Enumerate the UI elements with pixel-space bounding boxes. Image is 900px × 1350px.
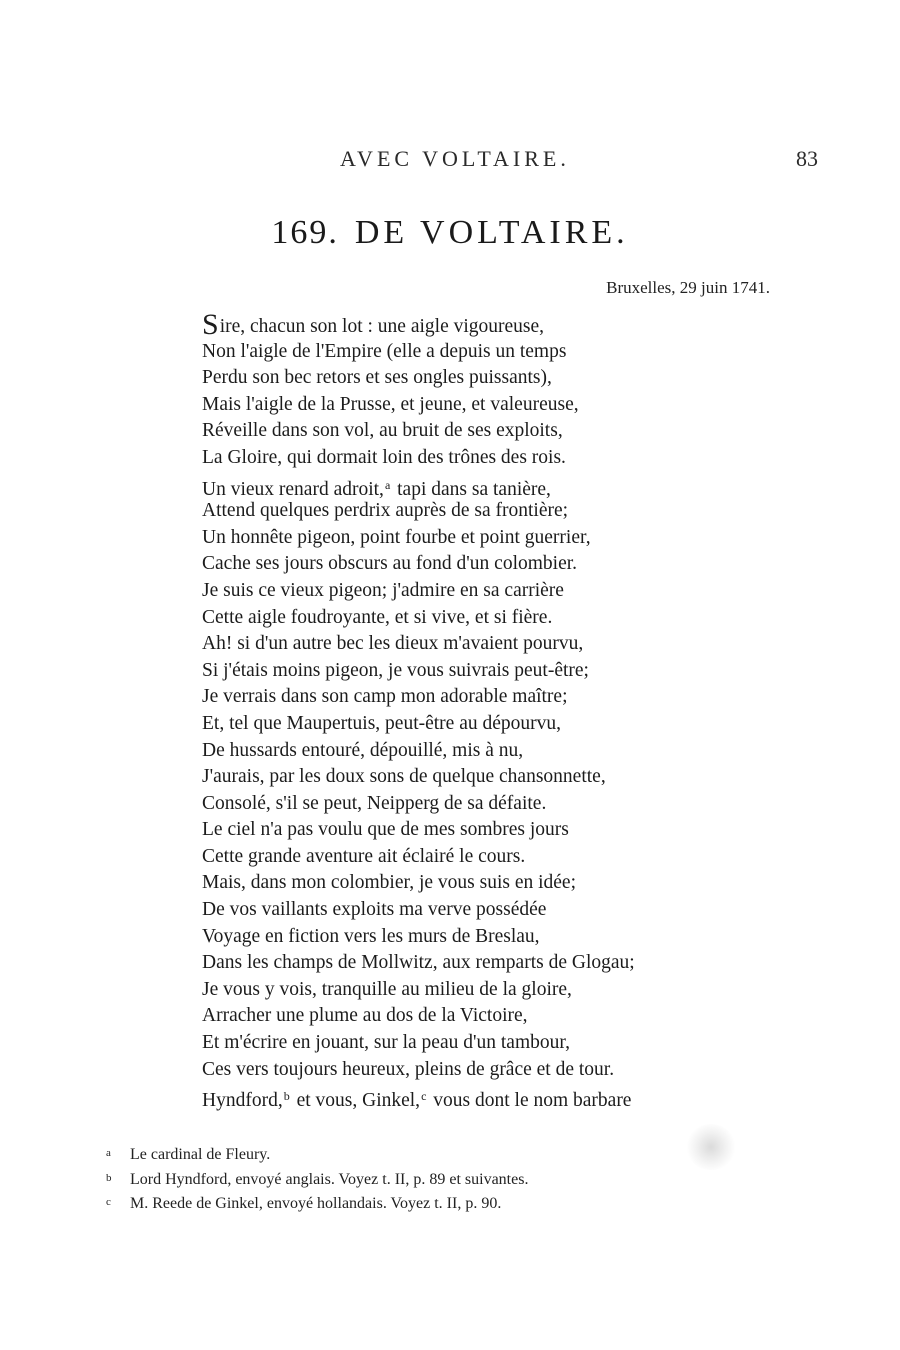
footnote-reference: c (421, 1089, 427, 1104)
verse-line: De vos vaillants exploits ma verve possédée (202, 899, 547, 921)
footnote-text: M. Reede de Ginkel, envoyé hollandais. Voyez t. II, p. 90. (130, 1195, 502, 1212)
verse-text: Un vieux renard adroit, (202, 478, 384, 500)
running-title: AVEC VOLTAIRE. (340, 146, 570, 171)
running-head (0, 142, 900, 176)
footnote-mark: a (106, 1147, 111, 1159)
footnote-reference: a (384, 477, 391, 492)
page-number: 83 (796, 146, 818, 171)
verse-line: Mais l'aigle de la Prusse, et jeune, et valeureuse, (202, 393, 579, 415)
poem (202, 308, 762, 1112)
letter-number: 169. (271, 214, 339, 251)
verse-line: Dans les champs de Mollwitz, aux remparts de Glogau; (202, 952, 635, 974)
verse-line: Attend quelques perdrix auprès de sa frontière; (202, 500, 569, 522)
verse-line: De hussards entouré, dépouillé, mis à nu, (202, 739, 524, 761)
verse-text: vous dont le nom barbare (428, 1090, 632, 1112)
verse-line: Et, tel que Maupertuis, peut-être au dépourvu, (202, 712, 562, 734)
verse-line (202, 1083, 762, 1110)
verse-line: Ah! si d'un autre bec les dieux m'avaient pourvu, (202, 633, 584, 655)
verse-line: La Gloire, qui dormait loin des trônes des rois. (202, 446, 566, 468)
verse-text: ire, chacun son lot : une aigle vigoureuse, (219, 316, 545, 337)
letter-heading (0, 214, 900, 252)
footnote-mark: b (106, 1171, 112, 1184)
verse-line: Et m'écrire en jouant, sur la peau d'un tambour, (202, 1032, 570, 1054)
verse-line: Un honnête pigeon, point fourbe et point guerrier, (202, 526, 591, 548)
footnote-text: Le cardinal de Fleury. (130, 1146, 271, 1163)
verse-line: Non l'aigle de l'Empire (elle a depuis un temps (202, 340, 567, 362)
footnote-text: Lord Hyndford, envoyé anglais. Voyez t. II, p. 89 et suivantes. (130, 1170, 529, 1188)
verse-line: Arracher une plume au dos de la Victoire, (202, 1005, 528, 1027)
footnote (106, 1166, 806, 1191)
verse-line: Cache ses jours obscurs au fond d'un colombier. (202, 553, 578, 575)
verse-line: Voyage en fiction vers les murs de Breslau, (202, 925, 540, 947)
dateline: Bruxelles, 29 juin 1741. (606, 278, 770, 297)
verse-line: Je suis ce vieux pigeon; j'admire en sa carrière (202, 579, 564, 601)
verse-line: Consolé, s'il se peut, Neipperg de sa défaite. (202, 792, 547, 814)
verse-line: Perdu son bec retors et ses ongles puissants), (202, 367, 552, 389)
drop-cap: S (202, 308, 219, 341)
footnote (106, 1190, 806, 1215)
verse-line: Je vous y vois, tranquille au milieu de la gloire, (202, 978, 572, 1000)
verse-line: Ces vers toujours heureux, pleins de grâce et de tour. (202, 1058, 615, 1080)
verse-line: Cette aigle foudroyante, et si vive, et si fière. (202, 606, 553, 628)
footnote-reference: b (283, 1089, 290, 1104)
verse-text: et vous, Ginkel, (291, 1090, 421, 1112)
verse-line (202, 308, 762, 341)
footnote (106, 1141, 806, 1166)
verse-text: Hyndford, (202, 1090, 283, 1112)
verse-line (202, 472, 762, 499)
verse-line: Si j'étais moins pigeon, je vous suivrais peut-être; (202, 659, 589, 681)
verse-line: Réveille dans son vol, au bruit de ses exploits, (202, 420, 563, 442)
verse-text: tapi dans sa tanière, (392, 478, 551, 500)
verse-line: Le ciel n'a pas voulu que de mes sombres jours (202, 819, 569, 841)
letter-sender: DE VOLTAIRE. (354, 214, 629, 251)
verse-line: Cette grande aventure ait éclairé le cours. (202, 845, 526, 867)
verse-line: J'aurais, par les doux sons de quelque chansonnette, (202, 766, 606, 788)
verse-line: Je verrais dans son camp mon adorable maître; (202, 686, 568, 708)
verse-line: Mais, dans mon colombier, je vous suis en idée; (202, 872, 576, 894)
footnotes (106, 1141, 806, 1215)
footnote-mark: c (106, 1196, 111, 1208)
